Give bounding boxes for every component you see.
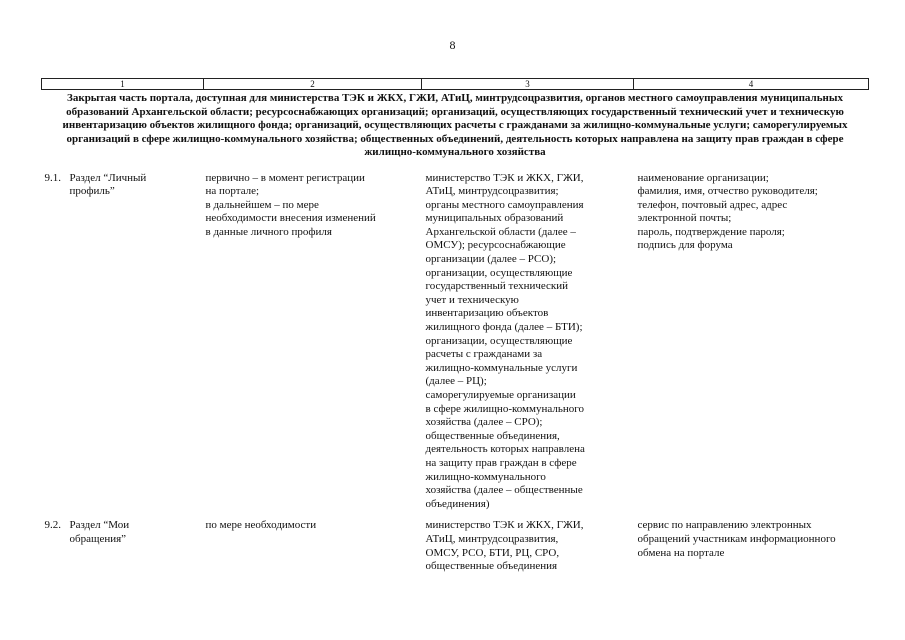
item-content: наименование организации; фамилия, имя, отчество руководителя; телефон, почтовый адрес, адрес электронной почты; пароль, подтверждение пароля; подпись для форума <box>637 171 818 252</box>
column-number-2: 2 <box>204 79 422 90</box>
item-name: Раздел “Личный профиль” <box>69 171 147 198</box>
column-number-3: 3 <box>422 79 634 90</box>
column-number-4: 4 <box>634 79 869 90</box>
table-row <box>42 166 869 512</box>
item-frequency: первично – в момент регистрации на портале; в дальнейшем – по мере необходимости внесения изменений в данные личного профиля <box>205 171 376 238</box>
item-frequency: по мере необходимости <box>205 519 317 532</box>
item-name: Раздел “Мои обращения” <box>69 519 130 545</box>
section-heading-row <box>42 90 869 166</box>
item-content: сервис по направлению электронных обращений участникам информационного обмена на портале <box>637 519 836 559</box>
table-row <box>42 511 869 573</box>
item-participants: министерство ТЭК и ЖКХ, ГЖИ, АТиЦ, минтрудсоцразвития, ОМСУ, РСО, БТИ, РЦ, СРО, общественные объединения <box>425 519 584 573</box>
section-heading: Закрытая часть портала, доступная для министерства ТЭК и ЖКХ, ГЖИ, АТиЦ, минтрудсоцразвития, органов местного самоуправления муниципальных образований Архангельской области; ресурсоснабжающих организаций; организаций, осуществляющих государственный технический учет и техническую инвентаризацию объектов жилищного фонда; организаций, осуществляющих расчеты с гражданами за жилищно-коммунальные услуги; саморегулируемых организаций в сфере жилищно-коммунального хозяйства; общественных объединений, деятельность которых направлена на защиту прав граждан в сфере жилищно-коммунального хозяйства <box>42 90 869 166</box>
item-cell <box>42 511 204 573</box>
column-number-1: 1 <box>42 79 204 90</box>
document-table <box>41 78 869 574</box>
item-cell <box>42 166 204 512</box>
item-number: 9.1. <box>44 171 61 184</box>
column-number-row <box>42 79 869 90</box>
item-number: 9.2. <box>44 519 61 532</box>
item-participants: министерство ТЭК и ЖКХ, ГЖИ, АТиЦ, минтрудсоцразвития; органы местного самоуправления муниципальных образований Архангельской области (далее – ОМСУ); ресурсоснабжающие организации (далее – РСО); организации, осуществляющие государственный технический учет и техническую инвентаризацию объектов жилищного фонда (далее – БТИ); организации, осуществляющие расчеты с гражданами за жилищно-коммунальные услуги (далее – РЦ); саморегулируемые организации в сфере жилищно-коммунального хозяйства (далее – СРО); общественные объединения, деятельность которых направлена на защиту прав граждан в сфере жилищно-коммунального хозяйства (далее – общественные объединения) <box>425 171 585 510</box>
page-number: 8 <box>449 38 456 52</box>
